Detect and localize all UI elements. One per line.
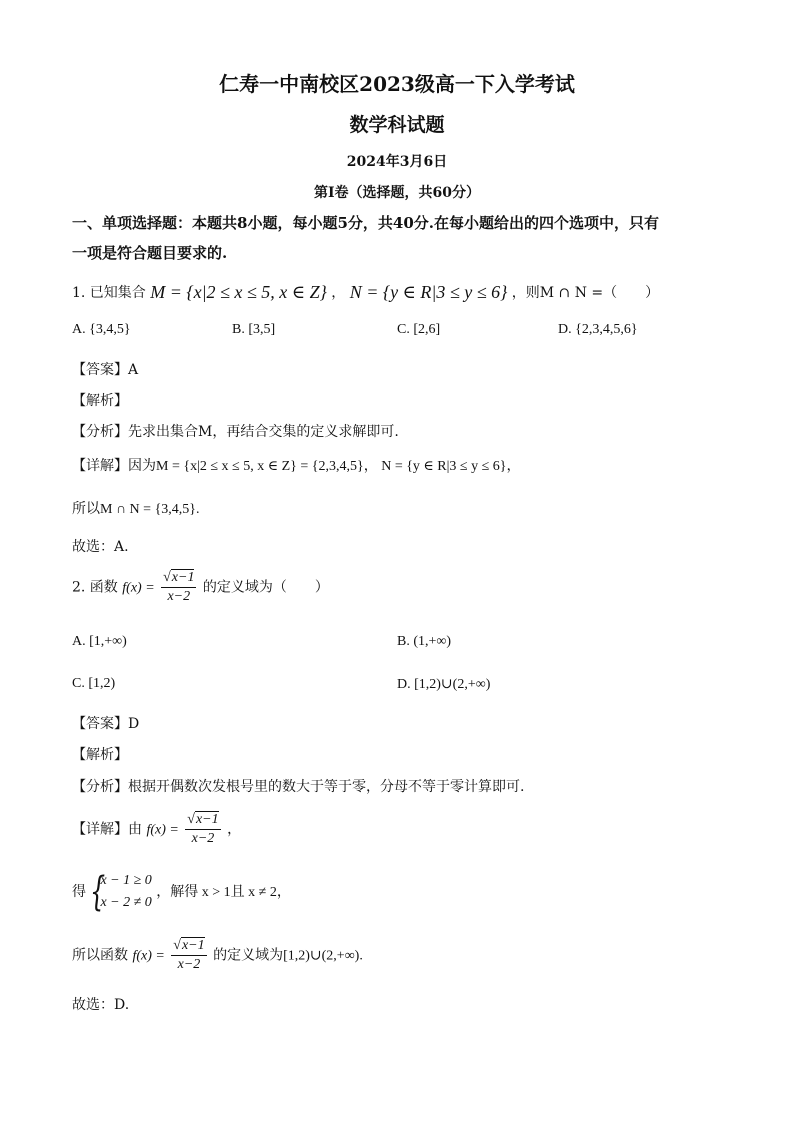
q1-set-n: N = {y ∈ R|3 ≤ y ≤ 6} <box>349 282 508 302</box>
left-brace-icon: { <box>90 869 106 915</box>
q2-option-c: C. [1,2) <box>72 676 116 691</box>
q1-answer <box>72 359 138 379</box>
section-heading-line1: 一、单项选择题：本题共8小题，每小题5分，共40分.在每小题给出的四个选项中，只有 <box>72 214 659 232</box>
q1-detail-label: 【详解】 <box>72 458 128 474</box>
q2-fenxi-text: 根据开偶数次发根号里的数大于等于零，分母不等于零计算即可. <box>128 779 525 795</box>
q2-detail-fx: f(x) = <box>146 822 179 838</box>
q1-option-b: B. [3,5] <box>232 322 276 337</box>
q2-detail-fraction: $\frac{√x-1}{x-2}$ <box>187 812 219 846</box>
q2-answer-label: 【答案】 <box>72 716 128 732</box>
q2-choose: 故选：D. <box>72 997 130 1013</box>
q2-option-a: A. [1,+∞) <box>72 634 127 649</box>
q2-prefix: 2. 函数 <box>72 579 118 596</box>
q2-detail-comma: ， <box>227 821 242 838</box>
q1-ask: ，则M ∩ N =（ ） <box>511 285 660 301</box>
q2-detail <box>72 812 241 847</box>
q2-solve: ，解得 x > 1且 x ≠ 2， <box>156 885 291 900</box>
exam-subtitle: 数学科试题 <box>349 114 445 136</box>
q2-denominator: x−2 <box>167 589 191 604</box>
q2-conclude-fx: f(x) = <box>132 948 165 964</box>
q2-conclude-suffix: 的定义域为[1,2)∪(2,+∞). <box>213 948 363 964</box>
q2-analysis-label: 【解析】 <box>72 747 128 763</box>
q2-conclude-numerator: x−1 <box>181 938 205 953</box>
q2-detail-you: 由 <box>128 821 142 838</box>
q2-de: 得 <box>72 884 86 900</box>
q2-sys-row2: x − 2 ≠ 0 <box>100 895 152 910</box>
q2-option-b: B. (1,+∞) <box>397 634 452 649</box>
exam-date: 2024年3月6日 <box>346 154 448 170</box>
q1-answer-value: A <box>128 362 139 378</box>
q1-answer-label: 【答案】 <box>72 362 128 378</box>
q1-prefix: 1. 已知集合 <box>72 285 146 301</box>
q2-sys-row1: x − 1 ≥ 0 <box>100 873 152 888</box>
q2-answer <box>72 713 139 733</box>
q1-detail <box>72 455 521 475</box>
q1-fenxi-text: 先求出集合M，再结合交集的定义求解即可. <box>128 424 399 440</box>
q2-answer-value: D <box>128 716 140 732</box>
q2-conclude-denominator: x−2 <box>177 957 201 972</box>
q1-comma: ， <box>331 285 346 301</box>
section-heading-line2: 一项是符合题目要求的. <box>72 244 228 262</box>
q2-fenxi-label: 【分析】 <box>72 779 128 795</box>
q2-detail-label: 【详解】 <box>72 821 128 838</box>
q1-stem <box>72 282 659 303</box>
q2-detail-denominator: x−2 <box>191 831 215 846</box>
q2-conclude-prefix: 所以函数 <box>72 947 128 964</box>
q2-detail-numerator: x−1 <box>195 812 219 827</box>
q2-system <box>72 870 291 914</box>
q2-fraction: $\frac{√x-1}{x-2}$ <box>163 570 195 604</box>
q2-conclusion <box>72 938 363 973</box>
q1-fenxi-label: 【分析】 <box>72 424 128 440</box>
q1-fenxi <box>72 421 399 441</box>
q2-ask: 的定义域为（ ） <box>202 579 329 596</box>
q2-numerator: x−1 <box>171 570 195 585</box>
q1-option-a: A. {3,4,5} <box>72 322 131 337</box>
q2-inequality-system <box>90 870 151 914</box>
exam-title: 仁寿一中南校区2023级高一下入学考试 <box>219 72 575 96</box>
volume-heading: 第Ⅰ卷（选择题，共60分） <box>313 185 481 201</box>
q2-stem <box>72 570 329 605</box>
q1-detail-line1: 因为M = {x|2 ≤ x ≤ 5, x ∈ Z} = {2,3,4,5}， N = {y ∈ R|3 ≤ y ≤ 6}， <box>128 459 521 474</box>
q1-option-c: C. [2,6] <box>397 322 441 337</box>
q1-option-d: D. {2,3,4,5,6} <box>558 322 638 337</box>
q2-fx: f(x) = <box>122 580 155 596</box>
q1-choose: 故选：A. <box>72 539 129 555</box>
q2-conclude-fraction: $\frac{√x-1}{x-2}$ <box>173 938 205 972</box>
q1-detail-line2: 所以M ∩ N = {3,4,5}. <box>72 502 200 517</box>
q2-option-d: D. [1,2)∪(2,+∞) <box>397 677 491 692</box>
q1-analysis-label: 【解析】 <box>72 393 128 409</box>
q2-fenxi <box>72 776 524 796</box>
q1-set-m: M = {x|2 ≤ x ≤ 5, x ∈ Z} <box>150 282 327 302</box>
